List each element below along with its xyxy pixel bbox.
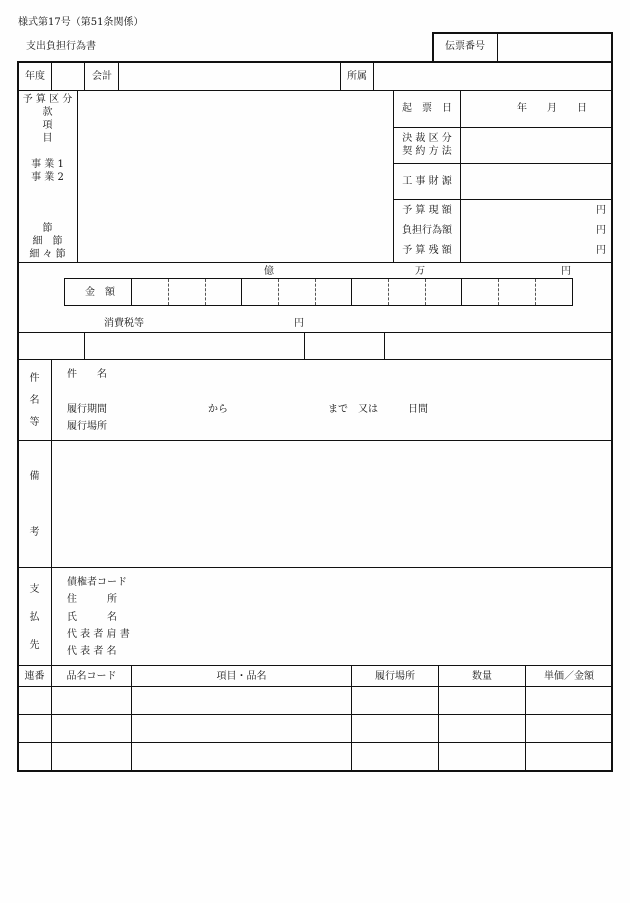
table-cell[interactable] xyxy=(133,744,350,769)
tax-field[interactable] xyxy=(150,312,290,330)
yen-unit: 円 xyxy=(596,245,606,256)
table-cell[interactable] xyxy=(527,716,611,741)
amount-box[interactable] xyxy=(64,278,573,306)
month-label: 月 xyxy=(547,103,557,114)
table-cell[interactable] xyxy=(527,688,611,713)
tax-yen-label: 円 xyxy=(294,318,304,329)
funding-field[interactable] xyxy=(463,165,610,197)
fiscal-year-label: 年度 xyxy=(25,71,45,82)
form-title: 支出負担行為書 xyxy=(26,41,96,52)
rep-name-field[interactable] xyxy=(135,642,605,659)
kan-label: 款 xyxy=(42,107,53,118)
table-cell[interactable] xyxy=(353,716,437,741)
table-cell[interactable] xyxy=(53,744,130,769)
moku-label: 目 xyxy=(42,133,53,144)
payee-side-label: 払 xyxy=(29,612,40,623)
subject-side-label: 等 xyxy=(29,417,40,428)
setsu-label: 節 xyxy=(42,223,53,234)
form-number: 様式第17号（第51条関係） xyxy=(18,17,144,28)
amount-label: 金 額 xyxy=(85,287,115,298)
days-label: 日間 xyxy=(408,404,428,415)
table-cell[interactable] xyxy=(53,688,130,713)
table-header: 項目・品名 xyxy=(216,671,267,682)
day-label: 日 xyxy=(577,103,587,114)
yen-unit: 円 xyxy=(596,205,606,216)
subject-side-label: 件 xyxy=(29,373,40,384)
name-label: 氏 名 xyxy=(67,612,117,623)
from-label: から xyxy=(208,404,228,415)
commitment-label: 負担行為額 xyxy=(402,225,452,236)
table-header: 連番 xyxy=(24,671,45,682)
payee-side-label: 支 xyxy=(29,584,40,595)
blank-cell[interactable] xyxy=(20,334,82,357)
year-label: 年 xyxy=(517,103,527,114)
budget-category-label: 予 算 区 分 xyxy=(22,94,73,105)
subject-label: 件 名 xyxy=(67,369,107,380)
rep-title-field[interactable] xyxy=(135,625,605,642)
contract-method-label: 契 約 方 法 xyxy=(402,146,452,157)
department-label: 所属 xyxy=(347,71,367,82)
funding-label: 工 事 財 源 xyxy=(402,176,452,187)
remarks-side-label: 備 xyxy=(29,471,40,482)
table-cell[interactable] xyxy=(19,716,50,741)
account-field[interactable] xyxy=(120,64,338,88)
budget-detail-field[interactable] xyxy=(80,92,391,260)
decision-field[interactable] xyxy=(463,129,610,161)
address-label: 住 所 xyxy=(67,594,117,605)
yen-label: 円 xyxy=(561,266,571,277)
saisaisetsu-label: 細 々 節 xyxy=(29,249,66,260)
slip-number-label: 伝票番号 xyxy=(445,41,485,52)
budget-remaining-label: 予 算 残 額 xyxy=(402,245,452,256)
table-cell[interactable] xyxy=(353,744,437,769)
table-cell[interactable] xyxy=(19,744,50,769)
table-cell[interactable] xyxy=(19,688,50,713)
kou-label: 項 xyxy=(42,120,53,131)
until-label: まで 又は xyxy=(328,404,378,415)
man-label: 万 xyxy=(415,266,425,277)
account-label: 会計 xyxy=(92,71,112,82)
slip-number-field[interactable] xyxy=(500,34,610,61)
name-field[interactable] xyxy=(135,608,605,625)
table-header: 品名コード xyxy=(66,671,117,682)
table-cell[interactable] xyxy=(133,688,350,713)
fiscal-year-field[interactable] xyxy=(53,64,82,88)
remarks-side-label: 考 xyxy=(29,527,40,538)
table-cell[interactable] xyxy=(440,716,524,741)
table-cell[interactable] xyxy=(353,688,437,713)
period-label: 履行期間 xyxy=(67,404,107,415)
table-cell[interactable] xyxy=(527,744,611,769)
decision-category-label: 決 裁 区 分 xyxy=(402,133,452,144)
draft-date-field[interactable] xyxy=(463,93,610,125)
saisetsu-label: 細 節 xyxy=(32,236,63,247)
draft-date-label: 起 票 日 xyxy=(402,103,452,114)
yen-unit: 円 xyxy=(596,225,606,236)
rep-name-label: 代 表 者 名 xyxy=(67,646,117,657)
department-field[interactable] xyxy=(376,64,610,88)
creditor-code-label: 債権者コード xyxy=(67,577,127,588)
table-header: 単価／金額 xyxy=(544,671,594,682)
place-field[interactable] xyxy=(115,417,608,435)
table-cell[interactable] xyxy=(440,688,524,713)
tax-label: 消費税等 xyxy=(104,318,144,329)
table-header: 数量 xyxy=(472,671,492,682)
place-label: 履行場所 xyxy=(67,421,107,432)
remarks-field[interactable] xyxy=(54,443,610,565)
creditor-code-field[interactable] xyxy=(135,573,605,590)
blank-cell[interactable] xyxy=(306,334,382,357)
table-cell[interactable] xyxy=(133,716,350,741)
subject-side-label: 名 xyxy=(29,395,40,406)
blank-cell[interactable] xyxy=(86,334,302,357)
address-field[interactable] xyxy=(135,590,605,607)
subject-field[interactable] xyxy=(130,364,608,382)
budget-current-label: 予 算 現 額 xyxy=(402,205,452,216)
jigyo1-label: 事 業 1 xyxy=(31,159,64,170)
blank-cell[interactable] xyxy=(386,334,610,357)
oku-label: 億 xyxy=(264,266,274,277)
rep-title-label: 代 表 者 肩 書 xyxy=(67,629,130,640)
jigyo2-label: 事 業 2 xyxy=(31,172,64,183)
table-cell[interactable] xyxy=(53,716,130,741)
payee-side-label: 先 xyxy=(29,640,40,651)
table-header: 履行場所 xyxy=(375,671,415,682)
table-cell[interactable] xyxy=(440,744,524,769)
